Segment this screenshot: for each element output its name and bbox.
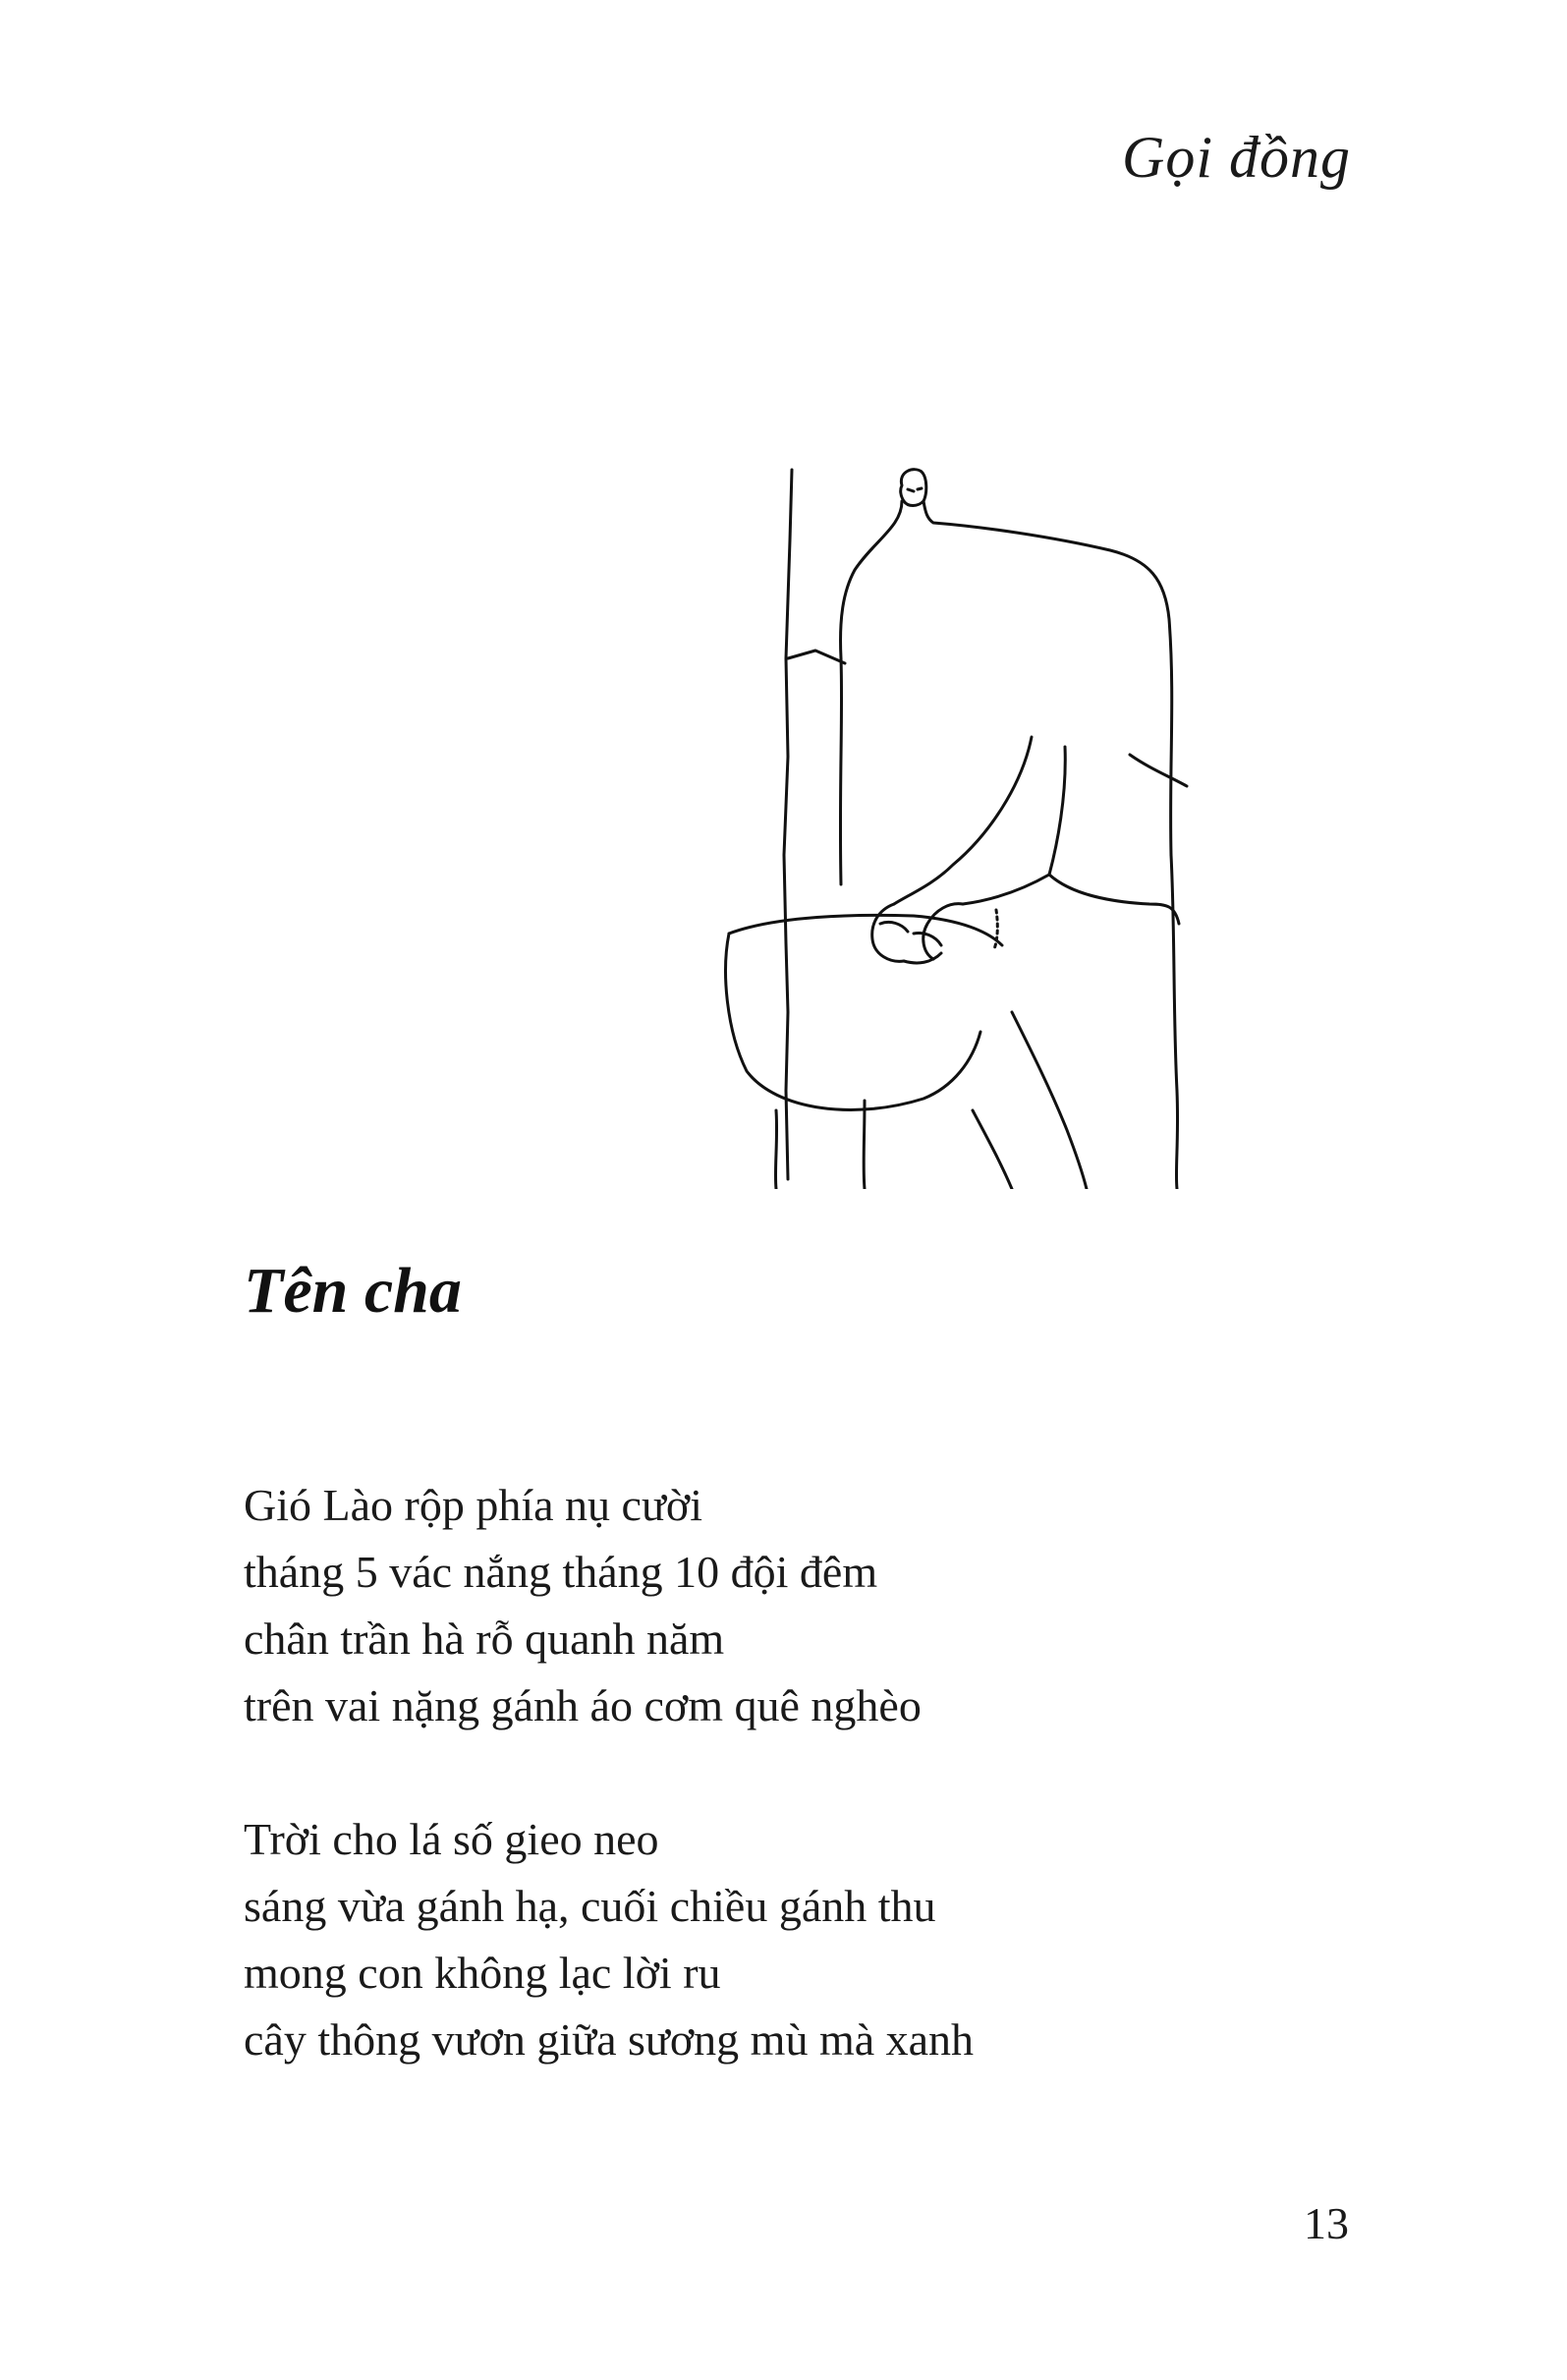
running-header: Gọi đồng	[1122, 125, 1351, 190]
poem-body	[244, 1472, 974, 2140]
verse-line: Gió Lào rộp phía nụ cười	[244, 1480, 702, 1530]
stanza	[244, 1472, 974, 1739]
line-drawing-figure-icon	[717, 462, 1208, 1189]
verse-line: chân trần hà rỗ quanh năm	[244, 1614, 725, 1664]
verse-line: Trời cho lá số gieo neo	[244, 1814, 659, 1864]
verse-line: sáng vừa gánh hạ, cuối chiều gánh thu	[244, 1881, 936, 1931]
page-number: 13	[1304, 2198, 1349, 2248]
stanza	[244, 1806, 974, 2073]
verse-line: cây thông vươn giữa sương mù mà xanh	[244, 2014, 975, 2065]
verse-line: tháng 5 vác nắng tháng 10 đội đêm	[244, 1547, 878, 1597]
verse-line: mong con không lạc lời ru	[244, 1948, 721, 1998]
verse-line: trên vai nặng gánh áo cơm quê nghèo	[244, 1680, 922, 1730]
poem-title: Tên cha	[244, 1255, 462, 1327]
